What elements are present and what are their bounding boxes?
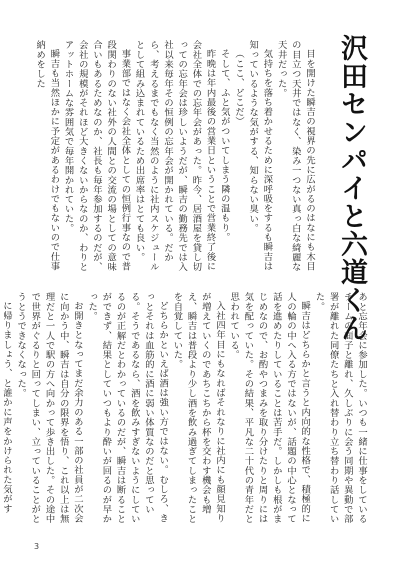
paragraph: 瞬吉はどちらかと言うと内向的な性格で、積極的に人の輪の中へ入る方ではないが、話題の中心となって話を進めたりしていることは苦手だ。しかしも根がまじめなので、お酌やつまみを取り分けたりと周りには気を配っていた。その結果、平凡な二十代の青年だと思われている。 [228,292,311,524]
paragraph: 目を開けた瞬吉の視界の先に広がるのはなにも木目の目立つ天井ではなく、染み一つない真っ白な綺麗な天井だった。 [275,40,315,272]
paragraph: 瞬吉も当然ほかに予定があるわけでもないので仕事納めをした [34,40,60,272]
chapter-title: 沢田センパイと六道くん [336,34,367,342]
paragraph: お開きとなってまだ余力のある一部の社員が二次会に向かう中、瞬吉は自分の限界を悟り、これ以上は無理だと一人で駅の方へ向かって歩き出した。その途中で世界がぐるりと回ってしまい、立っていることがとうとうできなくなった。 [15,292,83,524]
upper-text-block [36,40,316,276]
paragraph: 気持ちを落ち着かせるために深呼吸をするも瞬吉は知っているような気がする、知らない臭い。 [247,40,273,272]
paragraph: そして、ふと気がついてしまう隣の温もり。 [218,49,230,243]
paragraph: に帰りましょう、と誰かに声をかけられた気がす [0,301,12,514]
paragraph: 昨晩は年内最後の営業日ということで営業終了後に会社全体での忘年会があった。昨今、居酒屋を貸し切っての忘年会は珍しいようだが、瞬吉の勤務先では入社以来毎年その恒例の忘年会が開かれている。だから、考えるまでもなく当然のように社内スケジュールとして組み込まれているため出席率はとても良い。 [133,40,216,272]
paragraph: どちらかといえば酒は強い方ではない。むしろ、きっとそれは血筋的に酒に弱い体質なのだと思っている。そうであるなら、酒を飲みすぎないようにしているのが正解だとわかっているのだが、瞬吉は断ることができず、結果としていつもより酔いが回るのが早かった。 [86,292,169,524]
paragraph: （ここ、どこだ） [232,49,244,127]
page-number: 3 [34,542,40,551]
paragraph: 事業部ではなく会社全体としての恒例行事なので普段関わりのない社外の人間との交流の場としての意味合いもあるためなのか、社長も毎年参加するのだが、会社の規模がそれほど大きくないからなのか、わりとアットホームな雰囲気で毎年開かれていた。 [62,40,131,272]
lower-text-block [0,292,368,524]
paragraph: あと忘年会に参加した。いつも一緒に仕事をしているチームの面子と離れ、久しぶりに会う同期や異動で部署が離れた同僚たちと入れ替わり立ち替わり話していた。 [313,292,367,524]
paragraph: 入社四年目にもなればそれなりに社内にも顔見知りが増えていくのであちこちから杯を交わす機会も増え、瞬吉は普段より少し酒を飲み過ぎてしまったことを自覚していた。 [171,292,225,524]
